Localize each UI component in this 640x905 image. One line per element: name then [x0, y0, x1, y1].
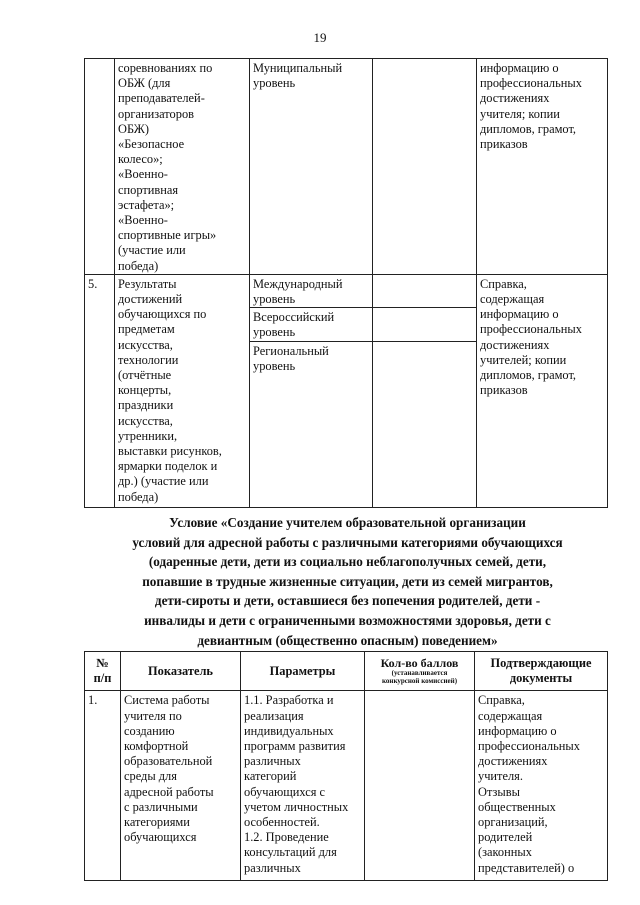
documents-cell: информацию о профессиональных достижениях учителя; копии дипломов, грамот, приказов: [477, 59, 608, 275]
criteria-table: [84, 651, 608, 881]
points-cell: [373, 59, 477, 275]
level-cell: Муниципальный уровень: [250, 59, 373, 275]
level-cell: Всероссийский уровень: [250, 308, 373, 341]
indicator-cell: соревнованиях по ОБЖ (для преподавателей- организаторов ОБЖ) «Безопасное колесо»; «Военно- спортивная эстафета»; «Военно- спортивные игры» (участие или победа): [115, 59, 250, 275]
row-number-cell: 5.: [85, 274, 115, 507]
row-number-cell: [85, 59, 115, 275]
header-points: [365, 652, 475, 691]
header-num: № п/п: [85, 652, 121, 691]
table-row: [85, 274, 608, 307]
header-points-label: Кол-во баллов: [380, 656, 459, 671]
parameters-cell: 1.1. Разработка и реализация индивидуальных программ развития различных категорий обучающихся с учетом личностных особенностей. 1.2. Проведение консультаций для различных: [241, 691, 365, 881]
level-cell: Международный уровень: [250, 274, 373, 307]
points-cell: [373, 308, 477, 341]
row-number-cell: 1.: [85, 691, 121, 881]
header-parameters: Параметры: [241, 652, 365, 691]
indicator-cell: Система работы учителя по созданию комфортной образовательной среды для адресной работы с различными категориями обучающихся: [121, 691, 241, 881]
table-header-row: [85, 652, 608, 691]
points-cell: [365, 691, 475, 881]
documents-cell: Справка, содержащая информацию о профессиональных достижениях учителя. Отзывы общественных организаций, родителей (законных представителей) о: [475, 691, 608, 881]
header-points-note: (устанавливается конкурсной комиссией): [381, 669, 458, 686]
points-cell: [373, 274, 477, 307]
criteria-table-continued: [84, 58, 608, 508]
indicator-cell: Результаты достижений обучающихся по предметам искусства, технологии (отчётные концерты, праздники искусства, утренники, выставки рисунков, ярмарки поделок и др.) (участие или победа): [115, 274, 250, 507]
points-cell: [373, 341, 477, 507]
level-cell: Региональный уровень: [250, 341, 373, 507]
table-row: [85, 691, 608, 881]
table-row: [85, 59, 608, 275]
page-number: 19: [313, 30, 327, 45]
header-documents: Подтверждающие документы: [475, 652, 608, 691]
condition-heading: Условие «Создание учителем образовательной организации условий для адресной работы с различными категориями обучающихся (одаренные дети, дети из социально неблагополучных семей, дети, попавшие в трудные жизненные ситуации, дети из семей мигрантов, дети-сироты и дети, оставшиеся без попечения родителей, дети - инвалиды и дети с ограниченными возможностями здоровья, дети с девиантным (общественно опасным) поведением»: [132, 515, 563, 648]
documents-cell: Справка, содержащая информацию о профессиональных достижениях учителей; копии дипломов, грамот, приказов: [477, 274, 608, 507]
header-indicator: Показатель: [121, 652, 241, 691]
